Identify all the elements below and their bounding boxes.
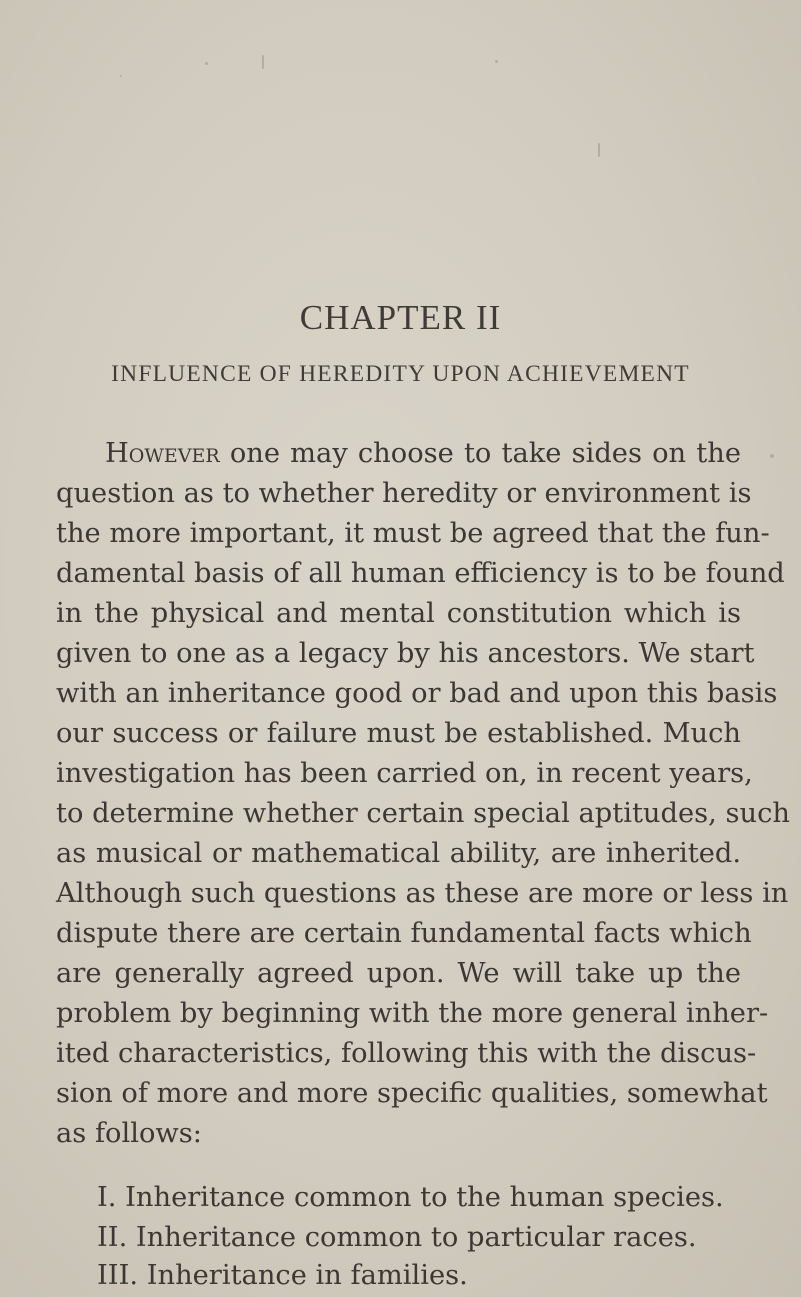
paragraph-line: with an inheritance good or bad and upon this basis bbox=[56, 678, 778, 709]
paragraph-line: as follows: bbox=[56, 1118, 202, 1149]
paragraph-line: problem by beginning with the more general inher- bbox=[56, 998, 769, 1029]
paper-speck bbox=[598, 143, 600, 157]
paragraph-line: sion of more and more specific qualities, somewhat bbox=[56, 1078, 768, 1109]
chapter-title: CHAPTER II bbox=[299, 298, 502, 337]
paragraph-line: given to one as a legacy by his ancestors. We start bbox=[56, 638, 755, 669]
list-item: III. Inheritance in families. bbox=[97, 1260, 468, 1291]
paragraph-line: However one may choose to take sides on the bbox=[105, 438, 741, 469]
paragraph-line: investigation has been carried on, in recent years, bbox=[56, 758, 753, 789]
paragraph-line: in the physical and mental constitution which is bbox=[56, 598, 741, 629]
list-item: II. Inheritance common to particular races. bbox=[97, 1222, 697, 1253]
list-item: I. Inheritance common to the human species. bbox=[97, 1182, 724, 1213]
paragraph-line: are generally agreed upon. We will take up the bbox=[56, 958, 741, 989]
paper-speck bbox=[495, 60, 498, 63]
paragraph-line: ited characteristics, following this with the discus- bbox=[56, 1038, 757, 1069]
paragraph-line: Although such questions as these are more or less in bbox=[56, 878, 789, 909]
chapter-subtitle: INFLUENCE OF HEREDITY UPON ACHIEVEMENT bbox=[111, 361, 690, 387]
paragraph-line: question as to whether heredity or environment is bbox=[56, 478, 752, 509]
drop-word: However bbox=[105, 438, 220, 469]
paragraph-line: to determine whether certain special aptitudes, such bbox=[56, 798, 790, 829]
paper-speck bbox=[262, 55, 264, 69]
paragraph-line: our success or failure must be established. Much bbox=[56, 718, 741, 749]
paragraph-line: the more important, it must be agreed that the fun- bbox=[56, 518, 770, 549]
paragraph-line: dispute there are certain fundamental facts which bbox=[56, 918, 752, 949]
paragraph-line: as musical or mathematical ability, are inherited. bbox=[56, 838, 741, 869]
paper-speck bbox=[770, 454, 774, 458]
paragraph-line: damental basis of all human efficiency is to be found bbox=[56, 558, 785, 589]
paper-speck bbox=[120, 75, 122, 77]
paper-speck bbox=[205, 62, 208, 65]
